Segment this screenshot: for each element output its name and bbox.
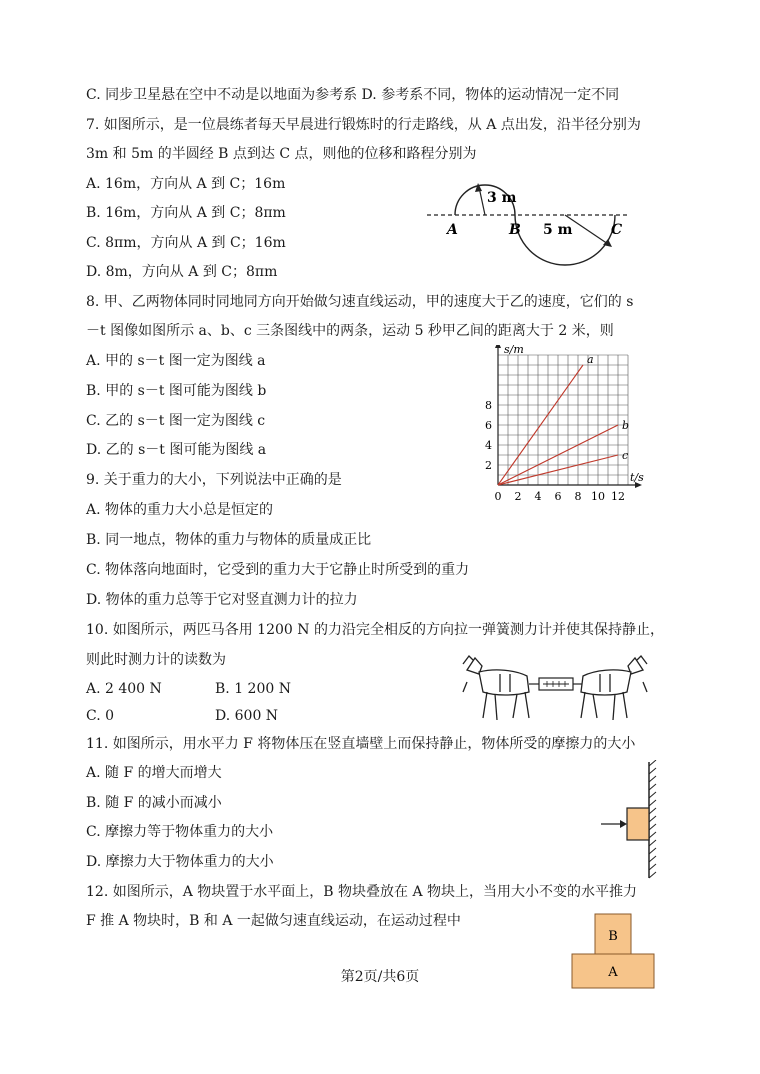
q9-stem: 9. 关于重力的大小，下列说法中正确的是 [86, 472, 342, 488]
q9-option-c: C. 物体落向地面时，它受到的重力大于它静止时所受到的重力 [86, 562, 470, 578]
q7-option-a: A. 16m，方向从 A 到 C；16m [86, 176, 286, 192]
st-graph [470, 345, 660, 515]
q11-option-b: B. 随 F 的减小而减小 [86, 795, 222, 811]
q10-option-a: A. 2 400 N [86, 681, 162, 697]
q7-option-c: C. 8πm，方向从 A 到 C；16m [86, 235, 286, 251]
spring-scale-icon [539, 678, 573, 690]
y-axis-arrow [495, 345, 501, 348]
radius-label-small: 3 m [487, 190, 517, 206]
y-tick-label: 8 [485, 399, 492, 412]
q8-option-c: C. 乙的 s－t 图一定为图线 c [86, 413, 266, 429]
q11-option-c: C. 摩擦力等于物体重力的大小 [86, 824, 274, 840]
wall-block-figure [595, 760, 665, 882]
x-tick-label: 8 [574, 490, 582, 503]
q11-option-a: A. 随 F 的增大而增大 [86, 765, 222, 781]
right-horse [581, 656, 647, 720]
q10-option-c: C. 0 [86, 708, 115, 724]
x-axis-label: t/s [630, 471, 644, 484]
series-label-a: a [587, 353, 594, 366]
q10-option-d: D. 600 N [215, 708, 279, 724]
x-tick-label: 2 [514, 490, 522, 503]
horses-figure [455, 652, 655, 727]
x-tick-label: 0 [494, 490, 502, 503]
q8-stem-line1: 8. 甲、乙两物体同时同地同方向开始做匀速直线运动，甲的速度大于乙的速度，它们的 s [86, 294, 634, 310]
pressed-block [627, 808, 649, 840]
series-label-c: c [622, 449, 629, 462]
force-arrow-head [620, 820, 627, 828]
radius-label-large: 5 m [543, 222, 573, 238]
q11-stem: 11. 如图所示，用水平力 F 将物体压在竖直墙壁上而保持静止，物体所受的摩擦力的大小 [86, 736, 636, 752]
y-tick-label: 4 [485, 439, 492, 452]
q6-option-c: C. 同步卫星悬在空中不动是以地面为参考系 D. 参考系不同，物体的运动情况一定不同 [86, 87, 620, 103]
q8-option-b: B. 甲的 s－t 图可能为图线 b [86, 383, 267, 399]
arrow-head-small [475, 183, 482, 192]
q7-option-d: D. 8m，方向从 A 到 C；8πm [86, 264, 278, 280]
q8-stem-line2: －t 图像如图所示 a、b、c 三条图线中的两条，运动 5 秒甲乙间的距离大于 2 米，则 [86, 323, 614, 339]
wall-hatching [649, 760, 656, 878]
q12-stem-line1: 12. 如图所示，A 物块置于水平面上，B 物块叠放在 A 物块上，当用大小不变的水平推力 [86, 884, 638, 900]
block-a-label: A [608, 965, 618, 980]
q12-stem-line2: F 推 A 物块时，B 和 A 一起做匀速直线运动，在运动过程中 [86, 913, 461, 929]
q10-stem-line1: 10. 如图所示，两匹马各用 1200 N 的力沿完全相反的方向拉一弹簧测力计并使其保持静止， [86, 622, 664, 638]
block-b-label: B [608, 929, 618, 944]
q11-option-d: D. 摩擦力大于物体重力的大小 [86, 854, 274, 870]
point-label-b: B [509, 222, 521, 238]
q7-stem-line2: 3m 和 5m 的半圆经 B 点到达 C 点，则他的位移和路程分别为 [86, 146, 477, 162]
left-horse [463, 656, 529, 720]
y-tick-label: 2 [485, 459, 492, 472]
point-label-a: A [447, 222, 458, 238]
q9-option-b: B. 同一地点，物体的重力与物体的质量成正比 [86, 532, 372, 548]
q7-option-b: B. 16m，方向从 A 到 C；8πm [86, 205, 286, 221]
semicircle-path-figure [425, 170, 635, 270]
q10-stem-line2: 则此时测力计的读数为 [86, 652, 226, 668]
x-tick-label: 10 [591, 490, 605, 503]
q7-stem-line1: 7. 如图所示，是一位晨练者每天早晨进行锻炼时的行走路线，从 A 点出发，沿半径分别为 [86, 117, 641, 133]
q9-option-a: A. 物体的重力大小总是恒定的 [86, 502, 274, 518]
x-tick-label: 4 [534, 490, 542, 503]
series-label-b: b [622, 419, 630, 432]
q8-option-d: D. 乙的 s－t 图可能为图线 a [86, 442, 267, 458]
q9-option-d: D. 物体的重力总等于它对竖直测力计的拉力 [86, 592, 358, 608]
page-footer: 第2页/共6页 [340, 969, 420, 985]
y-tick-label: 6 [485, 419, 492, 432]
x-tick-label: 12 [611, 490, 625, 503]
q10-option-b: B. 1 200 N [215, 681, 291, 697]
x-tick-label: 6 [554, 490, 562, 503]
q8-option-a: A. 甲的 s－t 图一定为图线 a [86, 353, 266, 369]
y-axis-label: s/m [504, 345, 524, 356]
point-label-c: C [611, 222, 623, 238]
